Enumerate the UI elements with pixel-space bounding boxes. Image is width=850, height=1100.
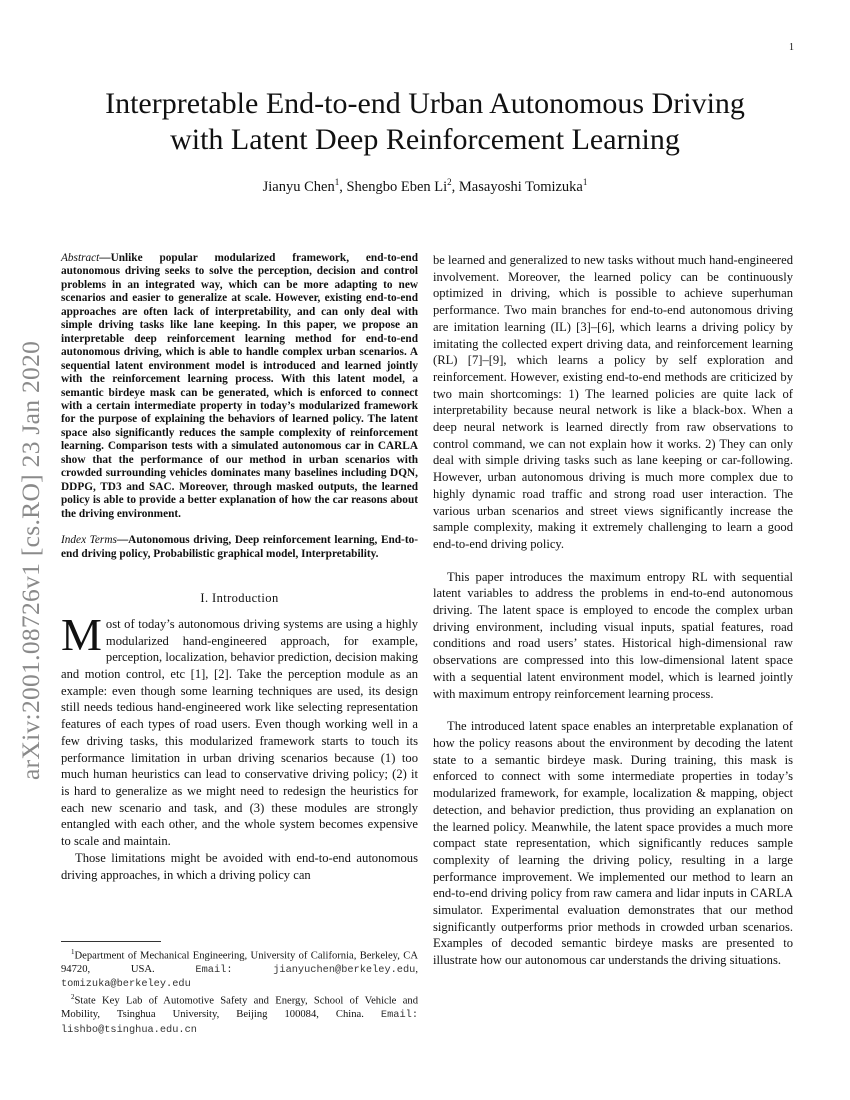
title-line-1: Interpretable End-to-end Urban Autonomous Driving bbox=[105, 87, 745, 120]
abstract-lead: Abstract bbox=[61, 252, 100, 264]
index-terms-lead: Index Terms bbox=[61, 534, 117, 547]
email-label: Email: bbox=[195, 963, 233, 976]
footnote-divider bbox=[61, 941, 161, 942]
author-list: Jianyu Chen$^1$, Shengbo Eben Li$^2$, Masayoshi Tomizuka$^1$ bbox=[262, 177, 588, 195]
index-terms bbox=[61, 534, 418, 561]
footnote-2-text: State Key Lab of Automotive Safety and Energy, School of Vehicle and Mobility, Tsinghua University, Beijing 100084, China. bbox=[61, 995, 418, 1021]
footnote-mark: 2 bbox=[71, 993, 75, 1002]
arxiv-identifier-stamp: arXiv:2001.08726v1 [cs.RO] 23 Jan 2020 bbox=[16, 340, 45, 780]
abstract bbox=[61, 252, 418, 521]
author-affiliation-mark: 1 bbox=[582, 177, 588, 187]
author-affiliation-mark: 2 bbox=[447, 177, 452, 187]
footnotes bbox=[61, 946, 418, 1037]
left-column bbox=[61, 252, 418, 883]
page-number: 1 bbox=[789, 42, 794, 53]
intro-paragraph-2-start: Those limitations might be avoided with end-to-end autonomous driving approaches, in which a driving policy can bbox=[61, 850, 418, 882]
intro-paragraph-1-text: ost of today’s autonomous driving systems are using a highly modularized hand-engineered approach, for example, perception, localization, behavior prediction, decision making and motion control, etc [1], [2]. Take the perception module as an example: even though some learning techniques are used, its design still needs tedious hand-engineered work like selecting representation features of each types of road users. Even though working well in a few driving tasks, this modularized framework starts to touch its performance limitation in urban driving scenarios because (1) too much human heuristics can lead to conservative driving policy; (2) it is hard to generalize as we might need to redesign the heuristics for each new scenario and task, and (3) these modules are strongly entangled with each other, and the whole system becomes expensive to scale and maintain. bbox=[61, 616, 418, 849]
author-name: Shengbo Eben Li bbox=[346, 178, 448, 195]
email-label: Email: bbox=[380, 1009, 418, 1022]
abstract-text: —Unlike popular modularized framework, end-to-end autonomous driving seeks to solve the perception, decision and control problems in an integrated way, which can be more adapting to new scenarios and easier to generalize at scale. However, existing end-to-end approaches are often lack of interpretability, and can only deal with simple driving tasks like lane keeping. In this paper, we propose an interpretable deep reinforcement learning method for end-to-end autonomous driving, which is able to handle complex urban scenarios. A sequential latent environment model is introduced and learned jointly with the reinforcement learning process. With this latent model, a semantic birdeye mask can be generated, which is enforced to connect with a certain intermediate property in today’s modularized framework for the purpose of explaining the behaviors of learned policy. The latent space also significantly reduces the sample complexity of reinforcement learning. Comparison tests with a simulated autonomous car in CARLA show that the performance of our method in urban scenarios with crowded surrounding vehicles dominates many baselines including DQN, DDPG, TD3 and SAC. Moreover, through masked outputs, the learned policy is able to provide a better explanation of how the car reasons about the driving environment. bbox=[61, 252, 418, 520]
intro-paragraph-1 bbox=[61, 608, 418, 850]
email-link[interactable]: lishbo@tsinghua.edu.cn bbox=[61, 1023, 197, 1036]
footnote-mark: 1 bbox=[71, 948, 75, 956]
intro-paragraph-3: This paper introduces the maximum entropy RL with sequential latent variables to address the problems in end-to-end autonomous driving. The latent space is employed to encode the complex urban driving environment, including visual inputs, spatial features, road conditions and road users’ states. Historical high-dimensional raw observations are compressed into this low-dimensional latent space with a sequential latent environment model, which is learned jointly with maximum entropy reinforcement learning process. bbox=[433, 569, 793, 701]
intro-paragraph-2-continued: be learned and generalized to new tasks without much hand-engineered involvement. Moreover, the learned policy can be continuously optimized in driving, which is possible to achieve superhuman performance. Two main branches for end-to-end autonomous driving are imitation learning (IL) [3]–[6], which learns a driving policy by imitating the collected expert driving data, and reinforcement learning (RL) [7]–[9], which learns a policy by self exploration and reinforcement. However, existing end-to-end methods are criticized by two main shortcomings: 1) The learned policies are quite lack of interpretability because neural network is like a black-box. When a deep neural network is learned directly from raw observations to control command, we can not explain how it works. 2) They can only deal with simple driving tasks such as lane keeping or car-following. However, urban autonomous driving is much more complex due to highly dynamic road traffic and strong road user interaction. The various urban scenarios and street views significantly increase the sample complexity, making it extremely challenging to learn a good end-to-end driving policy. bbox=[433, 253, 793, 551]
author-affiliation-mark: 1 bbox=[334, 177, 340, 187]
author-name: Masayoshi Tomizuka bbox=[458, 178, 583, 195]
footnote-1: $^1$Department of Mechanical Engineering, University of California, Berkeley, CA 94720, USA. Email: jianyuchen@berkeley.edu, tomizuka@berkeley.edu bbox=[61, 948, 418, 991]
footnote-1-text: Department of Mechanical Engineering, University of California, Berkeley, CA 94720, USA. bbox=[61, 950, 418, 975]
paper-title bbox=[40, 86, 810, 158]
section-heading-introduction: I. Introduction bbox=[200, 590, 279, 605]
intro-paragraph-4: The introduced latent space enables an interpretable explanation of how the policy reasons about the environment by decoding the latent state to a semantic birdeye mask. During training, this mask is enforced to connect with some intermediate properties in today’s modularized framework, for example, localization & mapping, object detection, and behavior prediction, thus providing an explanation on the learned policy. Meanwhile, the latent space provides a much more compact state representation, which significantly reduces sample complexity of learning the driving policy, resulting in a large performance improvement. We implemented our method to learn an end-to-end driving policy from raw camera and lidar inputs in CARLA simulator. Experimental evaluation demonstrates that our method significantly outperforms prior methods in crowded urban scenarios. Examples of decoded semantic birdeye masks are presented to illustrate how our autonomous car understands the driving situations. bbox=[433, 719, 793, 968]
email-link[interactable]: jianyuchen@berkeley.edu bbox=[273, 963, 416, 976]
right-column bbox=[433, 252, 793, 985]
title-line-2: with Latent Deep Reinforcement Learning bbox=[170, 123, 680, 156]
author-name: Jianyu Chen bbox=[262, 178, 335, 195]
dropcap-letter: M bbox=[61, 608, 102, 660]
footnote-2 bbox=[61, 991, 418, 1036]
index-terms-text: —Autonomous driving, Deep reinforcement learning, End-to-end driving policy, Probabilistic graphical model, Interpretability. bbox=[61, 534, 418, 560]
email-link[interactable]: tomizuka@berkeley.edu bbox=[61, 978, 191, 991]
